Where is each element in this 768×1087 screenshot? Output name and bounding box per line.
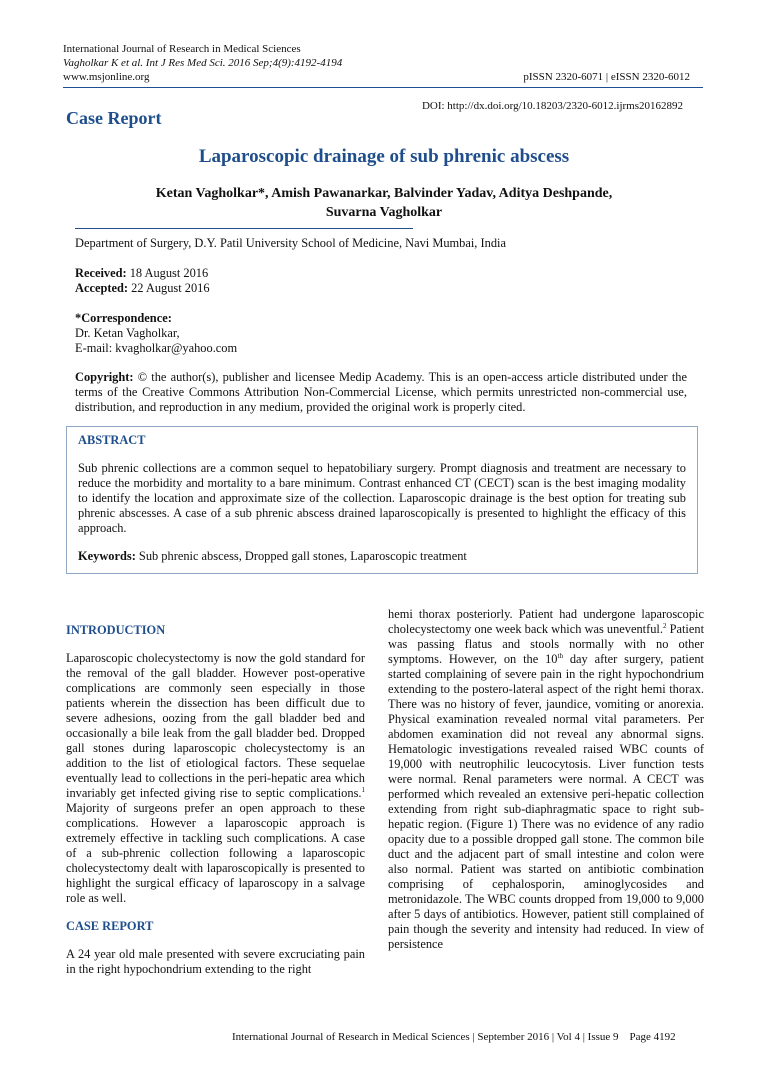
authors-line: Suvarna Vagholkar: [325, 205, 443, 220]
text: Majority of surgeons prefer an open approach to these complications. However a laparoscopic approach is extremely effective in tackling such complications. A case of a sub-phrenic collection following a laparoscopic cholecystectomy dealt with laparoscopically is presented to highlight the surgical efficacy of laparoscopy in a salvage role as well.: [66, 801, 365, 905]
received-date: 18 August 2016: [126, 266, 209, 280]
article-title: Laparoscopic drainage of sub phrenic abscess: [198, 146, 570, 167]
authors: [0, 184, 768, 222]
text: day after surgery, patient started complaining of severe pain in the right hypochondrium extending to the postero-lateral aspect of the right hemi thorax. There was no history of fever, jaundice, vomiting or anorexia. Physical examination revealed normal vital parameters. Per abdomen examination did not reveal any abnormal signs. Hematologic investigations revealed raised WBC counts of 19,000 with neutrophilic leucocytosis. Liver function tests were normal. Renal parameters were normal. A CECT was performed which revealed an extensive peri-hepatic collection extending from right sub-diaphragmatic space to right sub-hepatic region. (Figure 1) There was no evidence of any radio opacity due to a possible dropped gall stone. The common bile duct and the adjacent part of small intestine and colon were also normal. Patient was started on antibiotic combination comprising of cephalosporin, aminoglycosides and metronidazole. The WBC counts dropped from 19,000 to 9,000 after 5 days of antibiotics. However, patient still complained of pain though the severity and intensity had reduced. In view of persistence: [388, 652, 704, 951]
right-column: [388, 607, 704, 952]
keywords-label: Keywords:: [78, 549, 136, 563]
case-paragraph: A 24 year old male presented with severe excruciating pain in the right hypochondrium extending to the right: [66, 947, 365, 976]
correspondence: [75, 311, 237, 356]
received-label: Received:: [75, 266, 127, 280]
copyright-label: Copyright:: [75, 370, 134, 384]
case-paragraph-continued: [388, 607, 704, 952]
keywords: [78, 549, 686, 564]
copyright: [75, 370, 687, 415]
citation-ref: 2: [662, 621, 667, 630]
case-report-heading: CASE REPORT: [66, 919, 154, 933]
page-footer: International Journal of Research in Medical Sciences | September 2016 | Vol 4 | Issue 9 Page 4192: [232, 1031, 676, 1043]
accepted-date: 22 August 2016: [127, 281, 210, 295]
website-link[interactable]: www.msjonline.org: [63, 71, 150, 83]
left-column: [66, 623, 365, 977]
citation: Vagholkar K et al. Int J Res Med Sci. 2016 Sep;4(9):4192-4194: [63, 57, 343, 69]
issn: pISSN 2320-6071 | eISSN 2320-6012: [523, 71, 690, 83]
correspondence-label: *Correspondence:: [75, 311, 172, 325]
authors-line: Ketan Vagholkar*, Amish Pawanarkar, Balvinder Yadav, Aditya Deshpande,: [155, 186, 613, 201]
ordinal-suffix: th: [557, 651, 563, 660]
introduction-paragraph: [66, 651, 365, 906]
text: hemi thorax posteriorly. Patient had undergone laparoscopic cholecystectomy one week back which was uneventful.: [388, 607, 704, 636]
running-header: [63, 42, 342, 84]
text: Laparoscopic cholecystectomy is now the gold standard for the removal of the gall bladder. However post-operative complications are commonly seen especially in those patients wherein the dissection has been difficult due to severe adhesions, oozing from the gall bladder bed and occasionally a bile leak from the gall bladder bed. Dropped gall stones during laparoscopic cholecystectomy is an addition to the list of etiological factors. These sequelae eventually lead to collections in the peri-hepatic area which invariably get infected giving rise to septic complications.: [66, 651, 365, 800]
doi-link[interactable]: DOI: http://dx.doi.org/10.18203/2320-6012.ijrms20162892: [421, 100, 683, 112]
affiliation: Department of Surgery, D.Y. Patil University School of Medicine, Navi Mumbai, India: [75, 236, 506, 250]
copyright-text: © the author(s), publisher and licensee Medip Academy. This is an open-access article distributed under the terms of the Creative Commons Attribution Non-Commercial License, which permits unrestricted non-commercial use, distribution, and reproduction in any medium, provided the original work is properly cited.: [75, 370, 687, 414]
citation-ref: 1: [361, 785, 365, 794]
correspondent: Dr. Ketan Vagholkar,: [75, 326, 180, 340]
introduction-heading: INTRODUCTION: [66, 623, 166, 637]
article-type: Case Report: [66, 108, 162, 128]
abstract-box: [66, 426, 698, 574]
journal-name: International Journal of Research in Medical Sciences: [63, 43, 301, 55]
authors-rule: [75, 228, 413, 229]
email[interactable]: E-mail: kvagholkar@yahoo.com: [75, 341, 238, 355]
dates: [75, 266, 210, 296]
keywords-text: Sub phrenic abscess, Dropped gall stones, Laparoscopic treatment: [135, 549, 467, 563]
text: Patient was passing flatus and stools normally with no other symptoms. However, on the 10: [388, 622, 705, 666]
header-rule: [63, 87, 703, 88]
abstract-text: Sub phrenic collections are a common sequel to hepatobiliary surgery. Prompt diagnosis and treatment are necessary to reduce the morbidity and mortality to a bare minimum. Contrast enhanced CT (CECT) scan is the best imaging modality to identify the location and approximate size of the collection. Laparoscopic drainage is the best option for treating sub phrenic abscesses. A case of a sub phrenic abscess drained laparoscopically is presented to highlight the efficacy of this approach.: [78, 461, 686, 535]
accepted-label: Accepted:: [75, 281, 128, 295]
abstract-heading: ABSTRACT: [78, 433, 146, 447]
